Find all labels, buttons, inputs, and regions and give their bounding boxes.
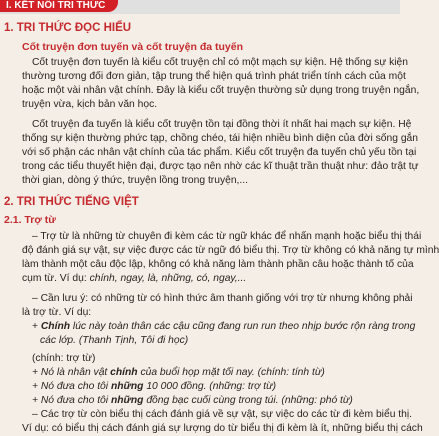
paragraph-line: thống sự kiện thường phức tạp, chồng chéo, tái hiện nhiều bình diện của đời sống gắn: [22, 133, 418, 144]
emphasized-word: Chính: [40, 321, 71, 332]
paragraph-line: trong các tiểu thuyết hiện đại, được tạo nên nhờ các kĩ thuật trần thuật như: đảo trật tự: [22, 161, 419, 172]
example-words: chính, ngay, là, những, có, ngay,...: [89, 273, 247, 284]
paragraph-line: Cốt truyện đơn tuyến là kiểu cốt truyện chỉ có một mạch sự kiện. Hệ thống sự kiện: [32, 57, 408, 68]
paragraph-line: thường tương đối đơn giản, tập trung thể hiện quá trình phát triển tính cách của một: [22, 71, 406, 82]
emphasized-word: chính: [110, 367, 138, 378]
paragraph-line: là trợ từ. Ví dụ:: [22, 307, 92, 318]
text-run: cụm từ. Ví dụ:: [22, 273, 90, 284]
paragraph-line: Ví dụ: có biểu thị cách đánh giá sự lượng do từ biểu thị đi kèm là ít, những biểu thị cách: [22, 423, 423, 434]
example-line: [32, 380, 276, 394]
example-line: [32, 366, 325, 380]
emphasized-word: những: [110, 381, 144, 392]
paragraph-line: độ đánh giá sự vật, sự việc được các từ ngữ đó biểu thị. Trợ từ không có khả năng tự mình: [22, 245, 439, 256]
text-run: +: [32, 321, 41, 332]
example-line: [32, 352, 95, 366]
text-run: đồng bạc cuối cùng trong túi. (những: phó từ): [143, 395, 353, 406]
text-run: + Nó đưa cho tôi: [32, 395, 111, 406]
paragraph-line: – Cần lưu ý: có những từ có hình thức âm thanh giống với trợ từ nhưng không phải: [32, 293, 413, 304]
paragraph-line: với số phận các nhân vật chính của tác phẩm. Kiểu cốt truyện đa tuyến chủ yếu tồn tại: [22, 147, 417, 158]
paragraph-line: [22, 272, 246, 286]
text-run: các lớp. (Thanh Tịnh, Tôi đi học): [40, 335, 189, 346]
text-run: 10 000 đồng. (những: trợ từ): [143, 381, 277, 392]
subheading-particles: 2.1. Trợ từ: [4, 214, 56, 226]
text-run: của buổi họp mặt tối nay. (chính: tính từ): [137, 367, 325, 378]
text-run: + Nó là nhân vật: [32, 367, 111, 378]
paragraph-line: làm thành một câu độc lập, không có khả năng làm thành phần câu hoặc thành tố của: [22, 259, 414, 270]
paragraph-line: Cốt truyện đa tuyến là kiểu cốt truyện tồn tại đồng thời ít nhất hai mạch sự kiện. Hệ: [32, 119, 412, 130]
paragraph-line: – Trợ từ là những từ chuyên đi kèm các từ ngữ khác để nhấn mạnh hoặc biểu thị thái: [32, 231, 422, 242]
text-run: + Nó đưa cho tôi: [32, 381, 111, 392]
example-line: [40, 334, 188, 348]
paragraph-line: – Các trợ từ còn biểu thị cách đánh giá về sự vật, sự việc do các từ đi kèm biểu thị.: [32, 409, 413, 420]
section-heading-reading: 1. TRI THỨC ĐỌC HIỂU: [4, 22, 132, 34]
text-run: (chính: trợ từ): [32, 353, 96, 364]
subheading-plot-types: Cốt truyện đơn tuyến và cốt truyện đa tuyến: [22, 41, 243, 53]
section-heading-vietnamese: 2. TRI THỨC TIẾNG VIỆT: [4, 196, 139, 208]
section-header-pill: I. KẾT NỐI TRI THỨC: [0, 0, 118, 12]
example-line: [32, 320, 415, 334]
paragraph-line: hoặc một vài nhân vật chính. Đây là kiểu cốt truyện thường sử dụng trong truyện ngắn,: [22, 85, 420, 96]
example-line: [32, 394, 353, 408]
paragraph-line: thời gian, dòng ý thức, truyện lồng trong truyện,...: [22, 175, 249, 186]
emphasized-word: những: [110, 395, 144, 406]
paragraph-line: truyện vừa, kịch bản văn học.: [22, 99, 158, 110]
text-run: lúc này toàn thân các cậu cũng đang run run theo nhịp bước rộn ràng trong: [70, 321, 416, 332]
top-banner: [0, 0, 400, 14]
